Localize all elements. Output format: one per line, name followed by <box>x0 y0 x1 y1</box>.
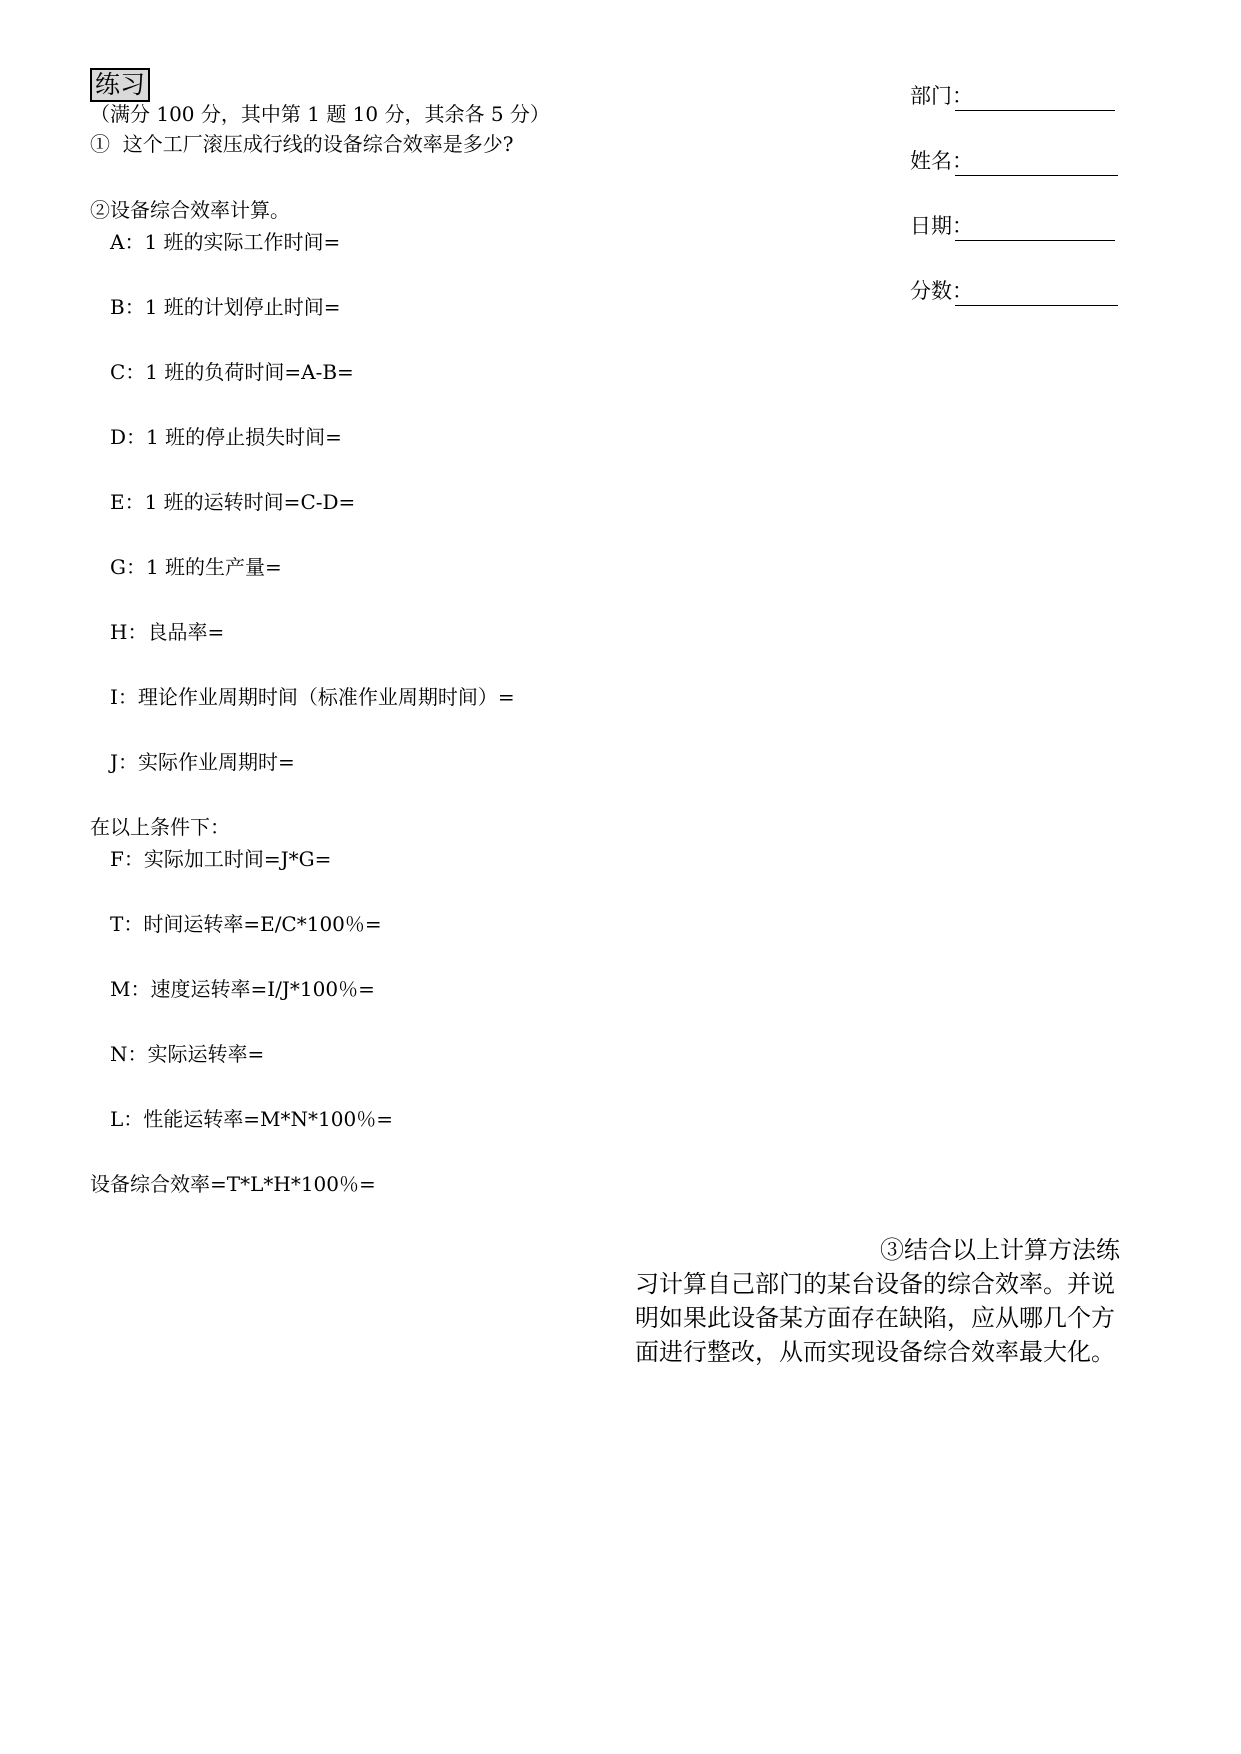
calc-item-c: C：1 班的负荷时间=A-B= <box>110 360 354 384</box>
conditions-heading: 在以上条件下： <box>90 815 230 839</box>
condition-item-l: L：性能运转率=M*N*100％= <box>110 1107 393 1131</box>
overall-efficiency-formula: 设备综合效率=T*L*H*100％= <box>90 1172 376 1196</box>
name-label: 姓名： <box>910 149 973 173</box>
name-field[interactable] <box>910 151 973 172</box>
name-blank-line <box>955 175 1118 176</box>
condition-item-t: T：时间运转率=E/C*100％= <box>110 912 382 936</box>
date-field[interactable] <box>910 216 973 237</box>
score-field[interactable] <box>910 281 973 302</box>
score-blank-line <box>955 305 1118 306</box>
score-note: （满分 100 分，其中第 1 题 10 分，其余各 5 分） <box>90 102 550 126</box>
department-label: 部门： <box>910 84 973 108</box>
date-blank-line <box>955 240 1115 241</box>
department-blank-line <box>955 110 1115 111</box>
question-1: ① 这个工厂滚压成行线的设备综合效率是多少? <box>90 132 514 156</box>
condition-item-n: N：实际运转率= <box>110 1042 265 1066</box>
calc-item-a: A：1 班的实际工作时间= <box>110 230 341 254</box>
department-field[interactable] <box>910 86 973 107</box>
calc-item-b: B：1 班的计划停止时间= <box>110 295 341 319</box>
score-label: 分数： <box>910 279 973 303</box>
condition-item-m: M：速度运转率=I/J*100％= <box>110 977 375 1001</box>
calc-item-d: D：1 班的停止损失时间= <box>110 425 342 449</box>
question-3-line-3: 明如果此设备某方面存在缺陷，应从哪几个方 <box>635 1304 1115 1332</box>
page-title: 练习 <box>90 68 150 102</box>
question-3-line-2: 习计算自己部门的某台设备的综合效率。并说 <box>635 1270 1115 1298</box>
calc-item-i: I：理论作业周期时间（标准作业周期时间）= <box>110 685 515 709</box>
calc-item-e: E：1 班的运转时间=C-D= <box>110 490 356 514</box>
calc-item-j: J：实际作业周期时= <box>110 750 295 774</box>
calc-item-h: H：良品率= <box>110 620 225 644</box>
question-3-line-1: ③结合以上计算方法练 <box>880 1236 1120 1264</box>
condition-item-f: F：实际加工时间=J*G= <box>110 847 332 871</box>
question-3-line-4: 面进行整改，从而实现设备综合效率最大化。 <box>635 1338 1115 1366</box>
question-2-heading: ②设备综合效率计算。 <box>90 198 290 222</box>
date-label: 日期： <box>910 214 973 238</box>
calc-item-g: G：1 班的生产量= <box>110 555 282 579</box>
